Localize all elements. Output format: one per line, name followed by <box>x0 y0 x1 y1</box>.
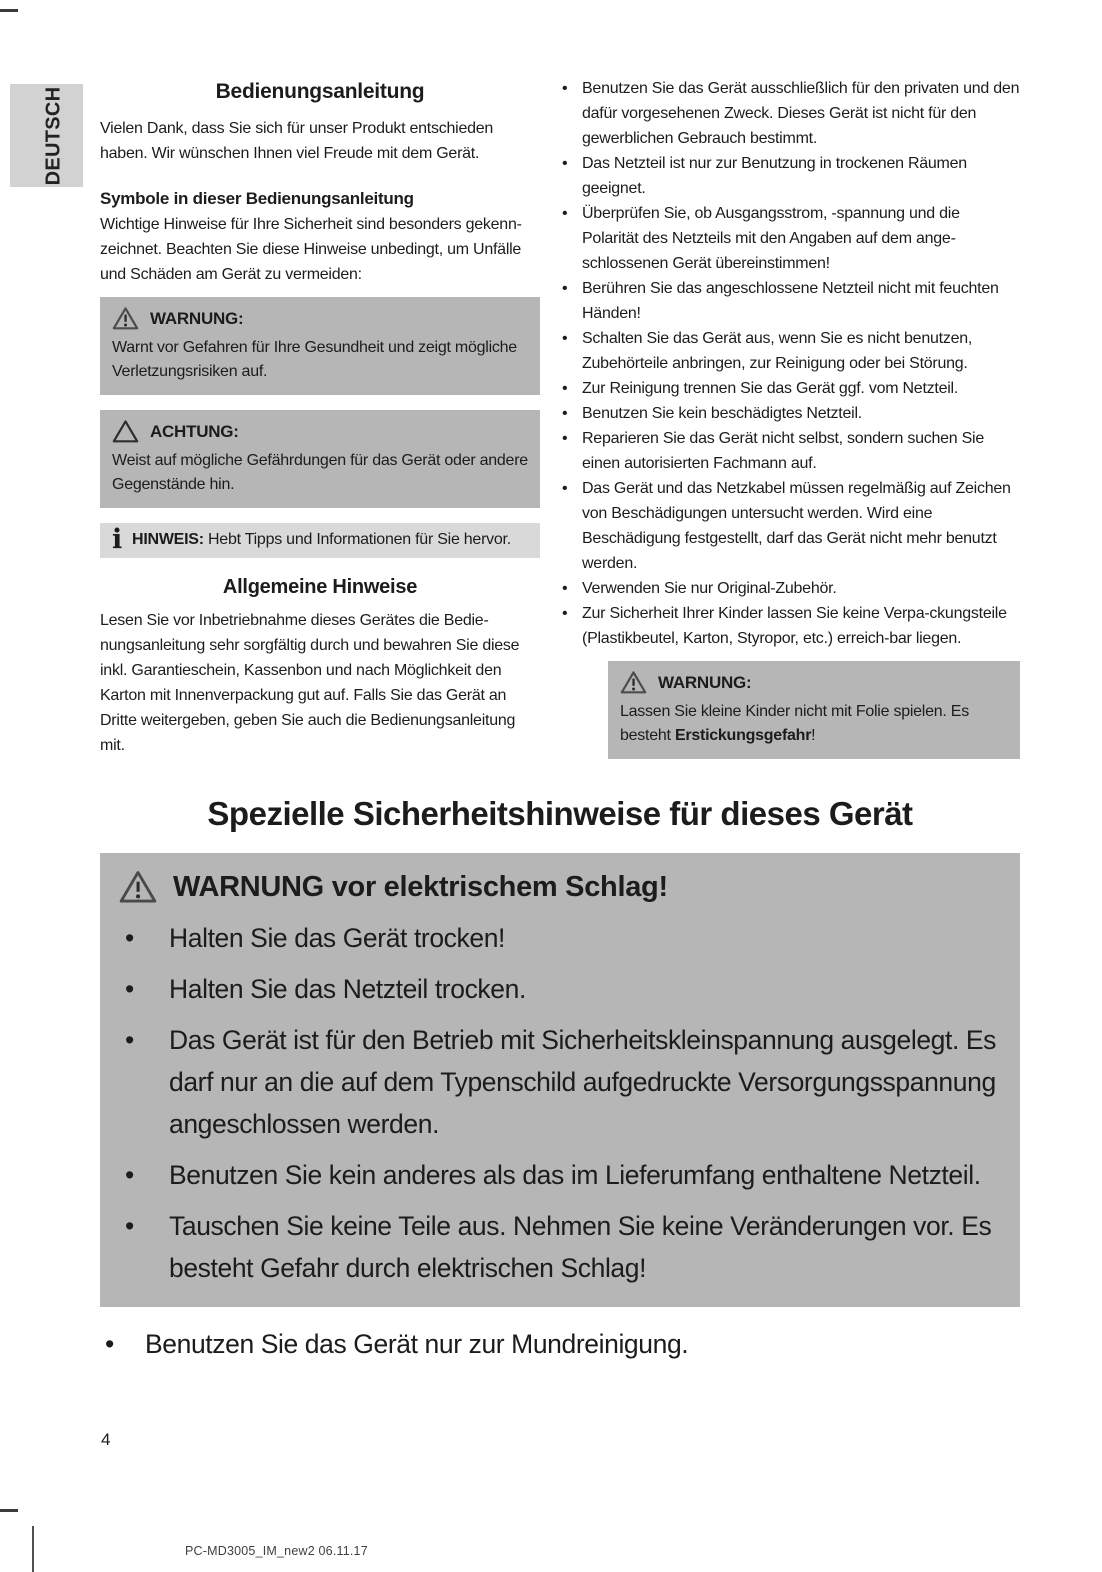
right-column <box>560 76 1020 759</box>
children-warning-box-header <box>620 670 1008 695</box>
symbols-paragraph: Wichtige Hinweise für Ihre Sicherheit sind besonders gekenn-zeichnet. Beachten Sie diese Hinweise unbedingt, um Unfälle und Schäden am Gerät zu vermeiden: <box>100 216 522 283</box>
intro-paragraph: Vielen Dank, dass Sie sich für unser Produkt entschieden haben. Wir wünschen Ihnen viel Freude mit dem Gerät. <box>100 120 494 162</box>
list-item: • Berühren Sie das angeschlossene Netzteil nicht mit feuchten Händen! <box>560 276 1020 326</box>
list-item: • Zur Reinigung trennen Sie das Gerät ggf. vom Netzteil. <box>560 376 1020 401</box>
left-column <box>100 76 540 759</box>
list-item: • Halten Sie das Gerät trocken! <box>118 917 1002 959</box>
two-column-layout <box>100 76 1020 759</box>
page-title: Bedienungsanleitung <box>215 80 425 103</box>
note-box-label: HINWEIS: <box>132 531 204 548</box>
bullet-marker: • <box>125 1025 134 1055</box>
mouth-cleaning-bullet: • Benutzen Sie das Gerät nur zur Mundreinigung. <box>100 1324 1020 1364</box>
children-warning-box <box>608 661 1020 759</box>
list-item: • Schalten Sie das Gerät aus, wenn Sie es nicht benutzen, Zubehörteile anbringen, zur Reinigung oder bei Störung. <box>560 326 1020 376</box>
warning-box <box>100 297 540 395</box>
general-notes-heading: Allgemeine Hinweise <box>222 576 418 598</box>
symbols-heading: Symbole in dieser Bedienungsanleitung <box>100 189 414 208</box>
safety-bullet-list <box>560 76 1020 651</box>
print-crop-line <box>32 1526 34 1572</box>
bullet-marker: • <box>562 80 568 97</box>
bullet-marker: • <box>562 580 568 597</box>
bullet-marker: • <box>562 380 568 397</box>
warning-box-text: Warnt vor Gefahren für Ihre Gesundheit und zeigt mögliche Verletzungsrisiken auf. <box>112 339 517 380</box>
caution-box-text: Weist auf mögliche Gefährdungen für das Gerät oder andere Gegenstände hin. <box>112 452 528 493</box>
warning-box-label: WARNUNG: <box>150 308 244 328</box>
list-item: • Tauschen Sie keine Teile aus. Nehmen Sie keine Veränderungen vor. Es besteht Gefahr durch elektrischen Schlag! <box>118 1205 1002 1289</box>
caution-box <box>100 410 540 508</box>
bullet-marker: • <box>562 205 568 222</box>
warning-triangle-icon <box>112 306 139 331</box>
print-registration-mark-bottom <box>0 1509 18 1512</box>
bullet-marker: • <box>562 155 568 172</box>
children-warning-box-label: WARNUNG: <box>658 672 752 692</box>
bullet-marker: • <box>562 430 568 447</box>
electric-shock-warning-header <box>118 869 1002 905</box>
electric-shock-warning-title: WARNUNG vor elektrischem Schlag! <box>173 870 668 903</box>
warning-box-header <box>112 306 528 331</box>
bullet-marker: • <box>105 1329 114 1359</box>
list-item: • Benutzen Sie kein anderes als das im Lieferumfang enthaltene Netzteil. <box>118 1154 1002 1196</box>
bullet-marker: • <box>125 1160 134 1190</box>
bullet-marker: • <box>562 605 568 622</box>
list-item: • Verwenden Sie nur Original-Zubehör. <box>560 576 1020 601</box>
language-tab-label: DEUTSCH <box>42 86 65 185</box>
footer-filename: PC-MD3005_IM_new2 06.11.17 <box>185 1544 368 1558</box>
caution-box-label: ACHTUNG: <box>150 421 239 441</box>
electric-shock-bullet-list <box>118 917 1002 1289</box>
bullet-marker: • <box>562 405 568 422</box>
list-item: • Das Netzteil ist nur zur Benutzung in trockenen Räumen geeignet. <box>560 151 1020 201</box>
note-box <box>100 523 540 558</box>
electric-shock-warning-box <box>100 853 1020 1307</box>
list-item: • Zur Sicherheit Ihrer Kinder lassen Sie keine Verpa-ckungsteile (Plastikbeutel, Karton, Styropor, etc.) erreich-bar liegen. <box>560 601 1020 651</box>
page-number: 4 <box>101 1430 111 1449</box>
bullet-marker: • <box>125 974 134 1004</box>
list-item: • Reparieren Sie das Gerät nicht selbst, sondern suchen Sie einen autorisierten Fachmann auf. <box>560 426 1020 476</box>
print-registration-mark-top <box>0 9 18 12</box>
note-box-text: HINWEIS: Hebt Tipps und Informationen für Sie hervor. <box>132 531 511 548</box>
info-icon: i <box>112 524 123 555</box>
list-item: • Das Gerät ist für den Betrieb mit Sicherheitskleinspannung ausgelegt. Es darf nur an die auf dem Typenschild aufgedruckte Versorgungsspannung angeschlossen werden. <box>118 1019 1002 1145</box>
special-section-heading: Spezielle Sicherheitshinweise für dieses Gerät <box>207 795 913 832</box>
bullet-marker: • <box>562 330 568 347</box>
caution-triangle-icon <box>112 419 139 444</box>
list-item: • Überprüfen Sie, ob Ausgangsstrom, -spannung und die Polarität des Netzteils mit den Angaben auf dem ange-schlossenen Gerät übereinstimmen! <box>560 201 1020 276</box>
warning-triangle-icon <box>118 869 158 905</box>
list-item: • Halten Sie das Netzteil trocken. <box>118 968 1002 1010</box>
children-warning-box-text: Lassen Sie kleine Kinder nicht mit Folie spielen. Es besteht Erstickungsgefahr! <box>620 703 969 744</box>
list-item: • Benutzen Sie kein beschädigtes Netzteil. <box>560 401 1020 426</box>
bullet-marker: • <box>125 1211 134 1241</box>
list-item: • Benutzen Sie das Gerät ausschließlich für den privaten und den dafür vorgesehenen Zweck. Dieses Gerät ist nicht für den gewerblichen Gebrauch bestimmt. <box>560 76 1020 151</box>
bullet-marker: • <box>562 280 568 297</box>
page-content <box>100 76 1020 1364</box>
language-tab <box>10 84 83 187</box>
list-item: • Das Gerät und das Netzkabel müssen regelmäßig auf Zeichen von Beschädigungen untersucht werden. Wird eine Beschädigung festgestellt, darf das Gerät nicht mehr benutzt werden. <box>560 476 1020 576</box>
warning-triangle-icon <box>620 670 647 695</box>
general-notes-paragraph: Lesen Sie vor Inbetriebnahme dieses Gerätes die Bedie-nungsanleitung sehr sorgfältig durch und bewahren Sie diese inkl. Garantieschein, Kassenbon und nach Möglichkeit den Karton mit Innenverpackung gut auf. Falls Sie das Gerät an Dritte weitergeben, geben Sie auch die Bedienungsanleitung mit. <box>100 612 520 754</box>
bullet-marker: • <box>562 480 568 497</box>
bullet-marker: • <box>125 923 134 953</box>
caution-box-header <box>112 419 528 444</box>
